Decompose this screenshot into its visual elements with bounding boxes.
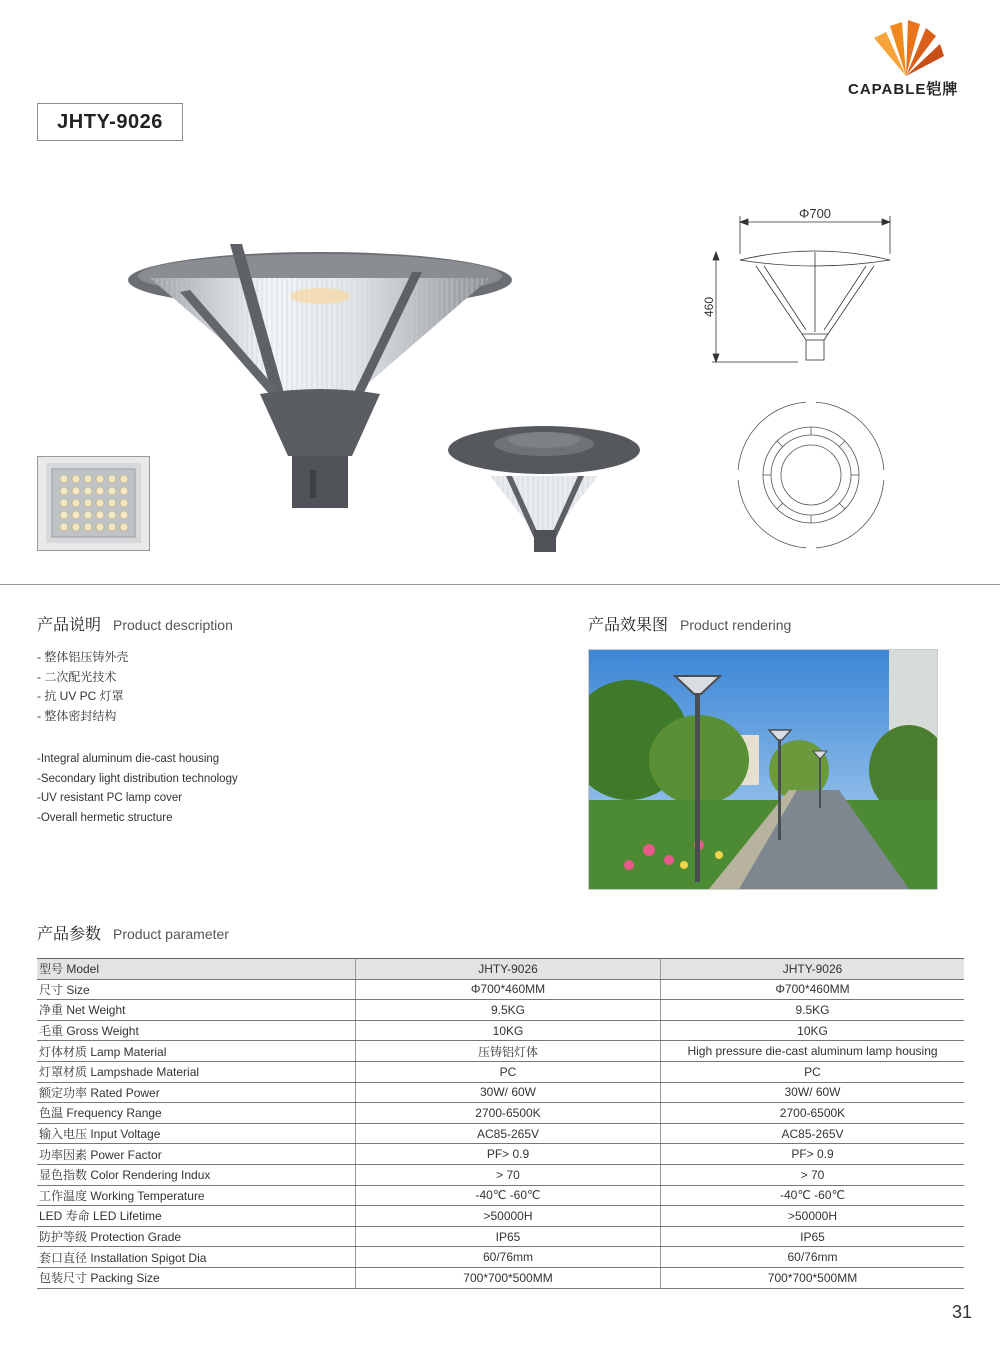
param-label: 型号 Model <box>37 959 356 980</box>
param-value-en: > 70 <box>661 1164 965 1185</box>
param-value-cn: -40℃ -60℃ <box>356 1185 661 1206</box>
parameter-title-cn: 产品参数 <box>37 926 102 943</box>
page-number: 31 <box>951 1302 972 1322</box>
param-value-cn: > 70 <box>356 1164 661 1185</box>
led-module-icon <box>38 457 149 550</box>
param-label: 尺寸 Size <box>37 979 356 1000</box>
brand-name: CAPABLE <box>848 81 927 98</box>
technical-drawing-side <box>698 200 898 370</box>
description-heading <box>37 612 233 635</box>
param-value-cn: 60/76mm <box>356 1247 661 1268</box>
param-value-en: High pressure die-cast aluminum lamp housing <box>661 1041 965 1062</box>
param-label: 毛重 Gross Weight <box>37 1020 356 1041</box>
param-value-en: 2700-6500K <box>661 1103 965 1124</box>
param-value-cn: 压铸铝灯体 <box>356 1041 661 1062</box>
param-value-cn: AC85-265V <box>356 1123 661 1144</box>
param-value-en: 9.5KG <box>661 1000 965 1021</box>
param-label: 净重 Net Weight <box>37 1000 356 1021</box>
capable-fan-logo-icon <box>846 18 966 80</box>
table-row <box>37 1041 964 1062</box>
param-value-cn: Φ700*460MM <box>356 979 661 1000</box>
param-label: 额定功率 Rated Power <box>37 1082 356 1103</box>
param-value-en: IP65 <box>661 1226 965 1247</box>
param-value-cn: 2700-6500K <box>356 1103 661 1124</box>
table-row <box>37 959 964 980</box>
diameter-label: Φ700 <box>798 206 832 221</box>
description-item-en: -Secondary light distribution technology <box>37 772 238 785</box>
param-value-en: Φ700*460MM <box>661 979 965 1000</box>
param-label: 防护等级 Protection Grade <box>37 1226 356 1247</box>
param-value-cn: IP65 <box>356 1226 661 1247</box>
param-value-cn: 700*700*500MM <box>356 1267 661 1288</box>
section-divider <box>0 584 1000 585</box>
rendering-photo <box>588 649 938 890</box>
table-row <box>37 979 964 1000</box>
param-value-cn: PC <box>356 1061 661 1082</box>
description-item-cn: - 抗 UV PC 灯罩 <box>37 689 124 703</box>
brand-wordmark <box>848 78 958 99</box>
param-value-en: 10KG <box>661 1020 965 1041</box>
param-value-cn: JHTY-9026 <box>356 959 661 980</box>
table-row <box>37 1123 964 1144</box>
param-value-en: PC <box>661 1061 965 1082</box>
description-title-en: Product description <box>113 617 233 633</box>
param-value-cn: >50000H <box>356 1206 661 1227</box>
table-row <box>37 1206 964 1227</box>
rendering-heading <box>588 612 791 635</box>
table-row <box>37 1185 964 1206</box>
param-label: 输入电压 Input Voltage <box>37 1123 356 1144</box>
parameter-table <box>37 958 964 1289</box>
garden-scene-image <box>589 650 937 889</box>
param-label: 色温 Frequency Range <box>37 1103 356 1124</box>
param-value-en: 700*700*500MM <box>661 1267 965 1288</box>
description-item-en: -UV resistant PC lamp cover <box>37 792 183 804</box>
table-row <box>37 1164 964 1185</box>
param-value-en: 30W/ 60W <box>661 1082 965 1103</box>
description-item-cn: - 整体铝压铸外壳 <box>37 650 129 664</box>
table-row <box>37 1103 964 1124</box>
rendering-title-cn: 产品效果图 <box>588 617 669 634</box>
table-row <box>37 1267 964 1288</box>
height-label: 460 <box>702 296 716 318</box>
param-value-en: PF> 0.9 <box>661 1144 965 1165</box>
technical-drawing-top <box>732 400 890 550</box>
led-module-photo <box>37 456 150 551</box>
param-label: 功率因素 Power Factor <box>37 1144 356 1165</box>
parameter-title-en: Product parameter <box>113 926 229 942</box>
brand-logo <box>846 18 966 98</box>
description-item-cn: - 整体密封结构 <box>37 708 117 723</box>
param-value-cn: 9.5KG <box>356 1000 661 1021</box>
param-value-en: -40℃ -60℃ <box>661 1185 965 1206</box>
brand-cn-name: 铠牌 <box>926 81 959 98</box>
param-label: 显色指数 Color Rendering Indux <box>37 1164 356 1185</box>
param-label: LED 寿命 LED Lifetime <box>37 1206 356 1227</box>
model-title: JHTY-9026 <box>37 103 183 141</box>
table-row <box>37 1020 964 1041</box>
description-list-cn <box>37 648 128 726</box>
param-label: 包装尺寸 Packing Size <box>37 1267 356 1288</box>
param-value-cn: 10KG <box>356 1020 661 1041</box>
param-value-cn: PF> 0.9 <box>356 1144 661 1165</box>
table-row <box>37 1144 964 1165</box>
param-label: 套口直径 Installation Spigot Dia <box>37 1247 356 1268</box>
description-item-cn: - 二次配光技术 <box>37 669 117 684</box>
param-label: 工作温度 Working Temperature <box>37 1185 356 1206</box>
table-row <box>37 1082 964 1103</box>
table-row <box>37 1000 964 1021</box>
param-value-en: 60/76mm <box>661 1247 965 1268</box>
table-row <box>37 1061 964 1082</box>
description-list-en <box>37 750 238 828</box>
rendering-title-en: Product rendering <box>680 617 792 633</box>
param-value-en: JHTY-9026 <box>661 959 965 980</box>
description-item-en: -Overall hermetic structure <box>37 811 173 824</box>
description-item-en: -Integral aluminum die-cast housing <box>37 753 220 765</box>
param-value-en: AC85-265V <box>661 1123 965 1144</box>
param-label: 灯体材质 Lamp Material <box>37 1041 356 1062</box>
table-row <box>37 1247 964 1268</box>
parameter-heading <box>37 921 229 944</box>
product-photo-small <box>446 420 642 555</box>
table-row <box>37 1226 964 1247</box>
param-value-cn: 30W/ 60W <box>356 1082 661 1103</box>
param-value-en: >50000H <box>661 1206 965 1227</box>
description-title-cn: 产品说明 <box>37 617 102 634</box>
param-label: 灯罩材质 Lampshade Material <box>37 1061 356 1082</box>
